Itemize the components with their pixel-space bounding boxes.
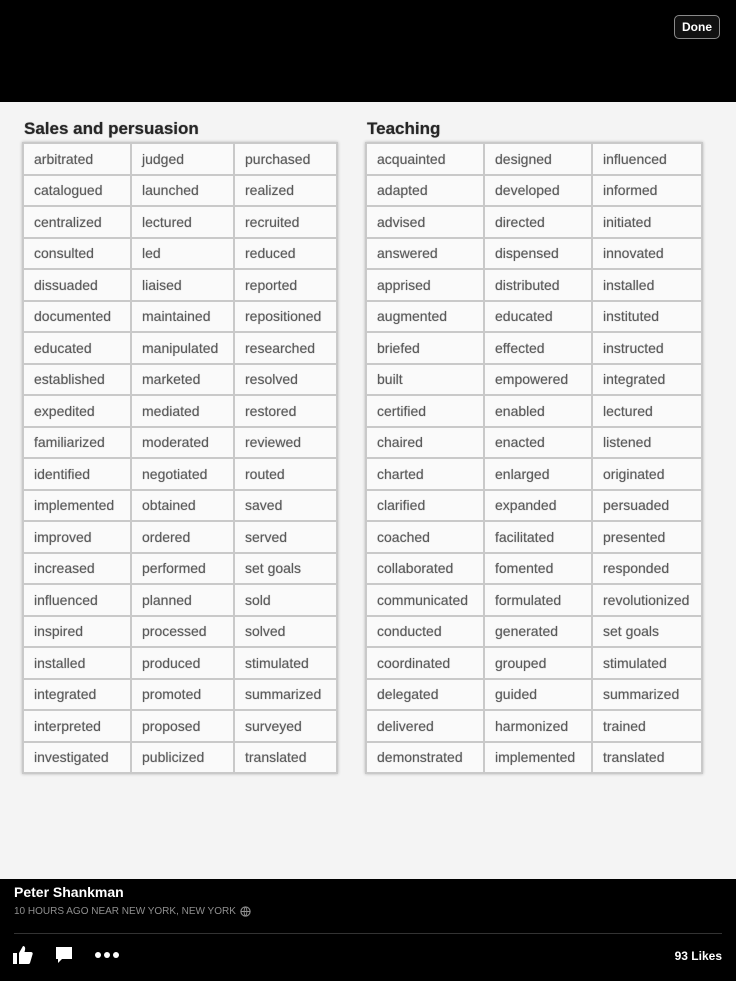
word-cell: purchased [234, 143, 337, 175]
word-cell: marketed [131, 364, 234, 396]
comment-icon[interactable] [54, 945, 74, 965]
word-cell: surveyed [234, 710, 337, 742]
word-cell: dissuaded [23, 269, 131, 301]
table-row [366, 427, 702, 459]
word-cell: increased [23, 553, 131, 585]
word-cell: installed [592, 269, 702, 301]
sales-word-table [22, 142, 338, 774]
table-row [23, 427, 337, 459]
word-cell: maintained [131, 301, 234, 333]
top-bar [0, 0, 736, 102]
word-cell: enabled [484, 395, 592, 427]
word-cell: summarized [592, 679, 702, 711]
word-cell: coached [366, 521, 484, 553]
word-cell: conducted [366, 616, 484, 648]
word-cell: ordered [131, 521, 234, 553]
post-footer [0, 879, 736, 981]
table-row [23, 490, 337, 522]
action-bar [12, 945, 120, 965]
table-row [366, 710, 702, 742]
word-cell: liaised [131, 269, 234, 301]
table-row [366, 175, 702, 207]
table-row [23, 553, 337, 585]
word-cell: documented [23, 301, 131, 333]
word-cell: investigated [23, 742, 131, 774]
word-cell: arbitrated [23, 143, 131, 175]
table-row [23, 521, 337, 553]
word-cell: revolutionized [592, 584, 702, 616]
word-cell: initiated [592, 206, 702, 238]
word-cell: instituted [592, 301, 702, 333]
word-cell: installed [23, 647, 131, 679]
word-cell: demonstrated [366, 742, 484, 774]
word-cell: produced [131, 647, 234, 679]
word-cell: improved [23, 521, 131, 553]
teaching-word-table [365, 142, 703, 774]
word-cell: obtained [131, 490, 234, 522]
word-cell: developed [484, 175, 592, 207]
table-row [366, 269, 702, 301]
word-cell: distributed [484, 269, 592, 301]
word-cell: solved [234, 616, 337, 648]
word-cell: acquainted [366, 143, 484, 175]
table-row [366, 490, 702, 522]
table-row [23, 679, 337, 711]
word-cell: processed [131, 616, 234, 648]
table-row [366, 364, 702, 396]
word-cell: trained [592, 710, 702, 742]
word-cell: facilitated [484, 521, 592, 553]
word-cell: promoted [131, 679, 234, 711]
word-cell: answered [366, 238, 484, 270]
post-meta-text: 10 HOURS AGO NEAR NEW YORK, NEW YORK [14, 906, 236, 917]
table-row [23, 710, 337, 742]
word-cell: advised [366, 206, 484, 238]
word-cell: designed [484, 143, 592, 175]
word-cell: directed [484, 206, 592, 238]
word-cell: realized [234, 175, 337, 207]
word-cell: manipulated [131, 332, 234, 364]
table-row [23, 647, 337, 679]
word-cell: influenced [592, 143, 702, 175]
word-cell: charted [366, 458, 484, 490]
divider [14, 933, 722, 934]
sales-title: Sales and persuasion [24, 119, 199, 138]
word-cell: coordinated [366, 647, 484, 679]
word-cell: empowered [484, 364, 592, 396]
table-row [366, 584, 702, 616]
word-cell: established [23, 364, 131, 396]
table-row [366, 679, 702, 711]
word-cell: harmonized [484, 710, 592, 742]
word-cell: built [366, 364, 484, 396]
table-row [23, 364, 337, 396]
word-cell: stimulated [592, 647, 702, 679]
table-row [366, 395, 702, 427]
word-cell: publicized [131, 742, 234, 774]
word-cell: repositioned [234, 301, 337, 333]
word-cell: planned [131, 584, 234, 616]
word-cell: dispensed [484, 238, 592, 270]
word-cell: catalogued [23, 175, 131, 207]
word-cell: sold [234, 584, 337, 616]
word-cell: restored [234, 395, 337, 427]
word-cell: originated [592, 458, 702, 490]
word-cell: summarized [234, 679, 337, 711]
done-button[interactable]: Done [674, 15, 720, 39]
word-cell: certified [366, 395, 484, 427]
word-cell: launched [131, 175, 234, 207]
table-row [23, 238, 337, 270]
word-cell: responded [592, 553, 702, 585]
word-cell: interpreted [23, 710, 131, 742]
word-cell: apprised [366, 269, 484, 301]
word-cell: integrated [23, 679, 131, 711]
word-cell: set goals [592, 616, 702, 648]
word-cell: guided [484, 679, 592, 711]
word-cell: routed [234, 458, 337, 490]
word-cell: recruited [234, 206, 337, 238]
word-cell: adapted [366, 175, 484, 207]
word-cell: reported [234, 269, 337, 301]
word-cell: grouped [484, 647, 592, 679]
word-cell: informed [592, 175, 702, 207]
word-cell: integrated [592, 364, 702, 396]
more-icon[interactable] [94, 951, 120, 959]
word-cell: inspired [23, 616, 131, 648]
word-cell: moderated [131, 427, 234, 459]
word-cell: mediated [131, 395, 234, 427]
table-row [366, 301, 702, 333]
word-cell: delegated [366, 679, 484, 711]
table-row [23, 332, 337, 364]
word-cell: resolved [234, 364, 337, 396]
word-cell: reviewed [234, 427, 337, 459]
word-cell: effected [484, 332, 592, 364]
table-row [23, 616, 337, 648]
word-cell: persuaded [592, 490, 702, 522]
word-cell: stimulated [234, 647, 337, 679]
thumbs-up-icon[interactable] [12, 945, 34, 965]
table-row [366, 616, 702, 648]
table-row [366, 332, 702, 364]
word-cell: instructed [592, 332, 702, 364]
table-row [366, 458, 702, 490]
table-row [23, 458, 337, 490]
table-row [366, 553, 702, 585]
word-cell: enacted [484, 427, 592, 459]
word-cell: saved [234, 490, 337, 522]
word-cell: briefed [366, 332, 484, 364]
word-cell: researched [234, 332, 337, 364]
word-cell: expedited [23, 395, 131, 427]
table-row [23, 395, 337, 427]
word-cell: translated [234, 742, 337, 774]
table-row [366, 143, 702, 175]
word-cell: expanded [484, 490, 592, 522]
word-cell: implemented [23, 490, 131, 522]
table-row [23, 269, 337, 301]
table-row [23, 584, 337, 616]
word-cell: identified [23, 458, 131, 490]
word-cell: generated [484, 616, 592, 648]
table-row [23, 742, 337, 774]
word-cell: enlarged [484, 458, 592, 490]
word-cell: negotiated [131, 458, 234, 490]
table-row [23, 143, 337, 175]
word-cell: lectured [592, 395, 702, 427]
word-cell: implemented [484, 742, 592, 774]
word-cell: influenced [23, 584, 131, 616]
word-cell: clarified [366, 490, 484, 522]
table-row [23, 301, 337, 333]
word-cell: presented [592, 521, 702, 553]
word-cell: led [131, 238, 234, 270]
table-row [366, 742, 702, 774]
post-meta [14, 906, 251, 917]
word-cell: innovated [592, 238, 702, 270]
word-cell: educated [23, 332, 131, 364]
table-row [23, 206, 337, 238]
word-cell: lectured [131, 206, 234, 238]
word-cell: delivered [366, 710, 484, 742]
word-cell: educated [484, 301, 592, 333]
photo [0, 102, 736, 879]
word-cell: translated [592, 742, 702, 774]
word-cell: chaired [366, 427, 484, 459]
word-cell: consulted [23, 238, 131, 270]
word-cell: set goals [234, 553, 337, 585]
word-cell: collaborated [366, 553, 484, 585]
word-cell: communicated [366, 584, 484, 616]
globe-icon [240, 906, 251, 917]
word-cell: reduced [234, 238, 337, 270]
word-cell: proposed [131, 710, 234, 742]
table-row [366, 238, 702, 270]
table-row [366, 647, 702, 679]
word-cell: centralized [23, 206, 131, 238]
likes-count[interactable]: 93 Likes [674, 949, 722, 963]
word-cell: listened [592, 427, 702, 459]
teaching-title: Teaching [367, 119, 441, 138]
table-row [366, 521, 702, 553]
word-cell: augmented [366, 301, 484, 333]
word-cell: formulated [484, 584, 592, 616]
table-row [23, 175, 337, 207]
word-cell: familiarized [23, 427, 131, 459]
table-row [366, 206, 702, 238]
author-name[interactable]: Peter Shankman [14, 884, 124, 900]
word-cell: performed [131, 553, 234, 585]
word-cell: judged [131, 143, 234, 175]
word-cell: served [234, 521, 337, 553]
word-cell: fomented [484, 553, 592, 585]
